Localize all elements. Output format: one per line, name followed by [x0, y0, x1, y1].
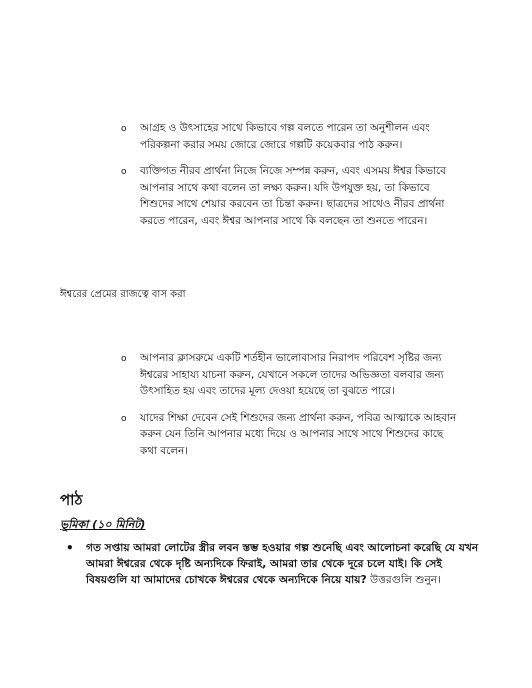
list-item: [118, 350, 458, 400]
preparation-list: [118, 120, 458, 239]
list-item: [118, 163, 458, 229]
lesson-heading: পাঠ: [60, 491, 83, 509]
intro-tail-text: উত্তরগুলি শুনুন।: [366, 574, 441, 586]
intro-text: গত সপ্তায় আমরা লোটের স্ত্রীর লবন স্তম্ভ হওয়ার গল্প শুনেছি এবং আলোচনা করেছি যে যখন আমরা ঈশ্বরের থেকে দৃষ্টি অন্যদিকে ফিরাই, আমরা তার থেকে দূরে চলে যাই। কি সেই বিষয়গুলি যা আমাদের চোখকে ঈশ্বরের থেকে অন্যদিকে নিয়ে যায়?: [86, 542, 479, 586]
hollow-bullet-icon: o: [121, 124, 127, 134]
list-item-text: আপনার ক্লাসরুমে একটি শর্তহীন ভালোবাসার নিরাপদ পরিবেশ সৃষ্টির জন্য ঈশ্বরের সাহায্য যাচনা করুন, যেখানে সকলে তাদের অভিজ্ঞতা বলবার জন্য উৎসাহিত হয় এবং তাদের মূল্য দেওয়া হয়েছে তা বুঝতে পারে।: [140, 352, 444, 397]
list-item-text: আগ্রহ ও উৎসাহের সাথে কিভাবে গল্প বলতে পারেন তা অনুশীলন এবং পরিকল্পনা করার সময় জোরে জোরে গল্পটি কয়েকবার পাঠ করুন।: [140, 122, 430, 151]
list-item-text: যাদের শিক্ষা দেবেন সেই শিশুদের জন্য প্রার্থনা করুন, পবিত্র আত্মাকে আহবান করুন যেন তিনি আপনার মধ্যে দিয়ে ও আপনার সাথে সাথে শিশুদের কাছে কথা বলেন।: [140, 411, 457, 457]
list-item: [118, 410, 458, 460]
kingdom-list: [118, 350, 458, 469]
intro-label: ভূমিকা (১০ মিনিট): [60, 518, 146, 531]
hollow-bullet-icon: o: [121, 167, 127, 177]
bullet-icon: •: [66, 541, 74, 555]
list-item: [118, 120, 458, 153]
intro-list: [64, 540, 484, 588]
hollow-bullet-icon: o: [121, 413, 127, 424]
section-heading: ঈশ্বরের প্রেমের রাজত্বে বাস করা: [60, 289, 186, 300]
hollow-bullet-icon: o: [121, 354, 127, 364]
list-item-text: ব্যক্তিগত নীরব প্রার্থনা নিজে নিজে সম্পন্ন করুন, এবং এসময় ঈশ্বর কিভাবে আপনার সাথে কথা বলেন তা লক্ষ্য করুন। যদি উপযুক্ত হয়, তা কিভাবে শিশুদের সাথে শেয়ার করবেন তা চিন্তা করুন। ছাত্রদের সাথেও নীরব প্রার্থনা করতে পারেন, এবং ঈশ্বর আপনার সাথে কি বলছেন তা শুনতে পারেন।: [140, 165, 446, 227]
list-item: [64, 540, 484, 588]
